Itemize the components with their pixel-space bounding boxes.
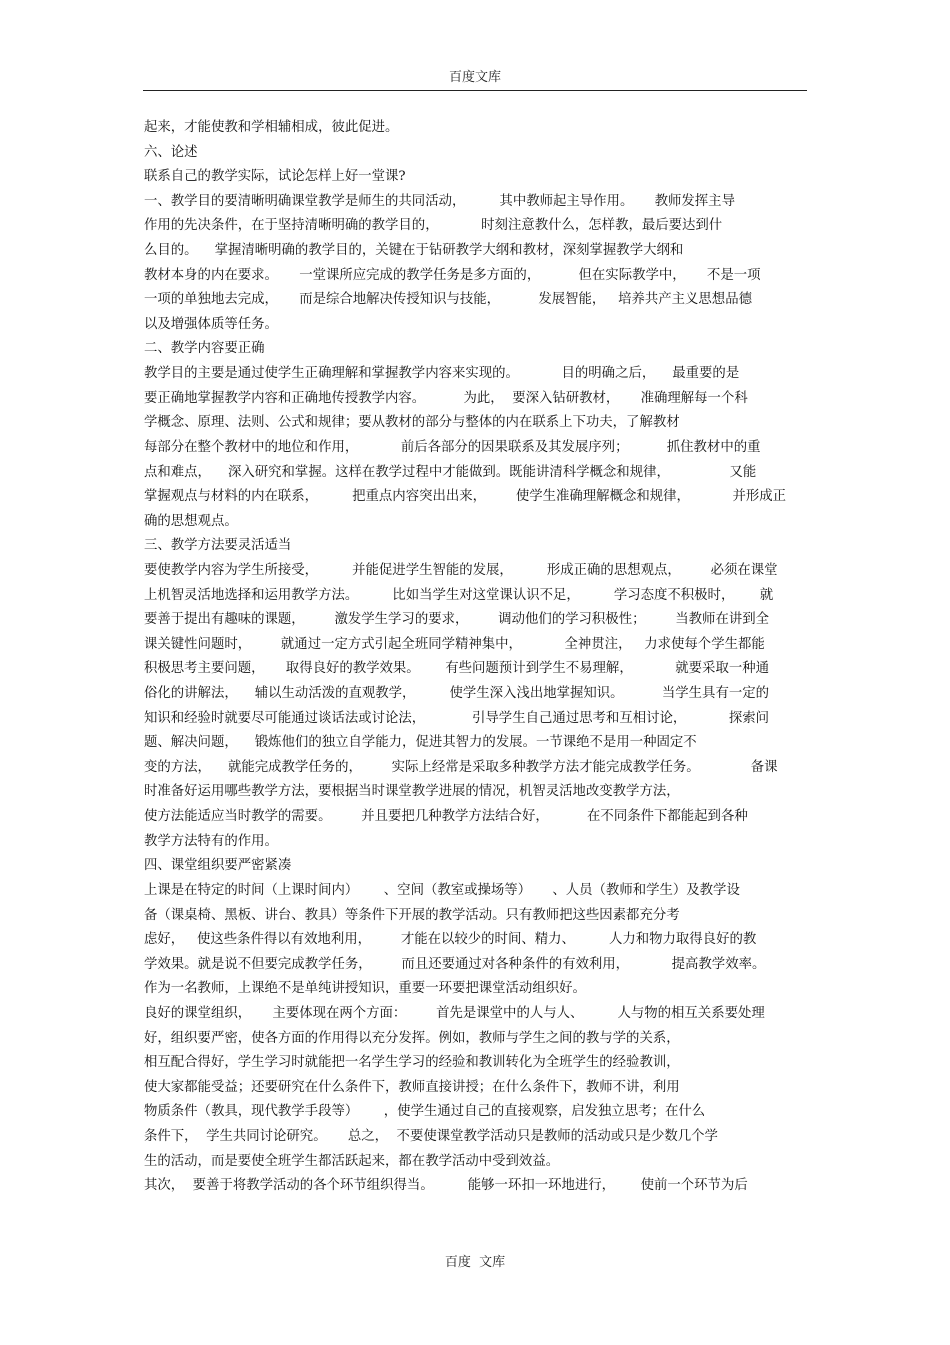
body-line: 确的思想观点。 [144,513,238,529]
body-line: 学效果。就是说不但要完成教学任务， 而且还要通过对各种条件的有效利用， 提高教学效率。 [144,956,766,972]
body-line: 起来，才能使教和学相辅相成，彼此促进。 [144,120,399,135]
body-line: 生的活动，而是要使全班学生都活跃起来，都在教学活动中受到效益。 [144,1153,560,1169]
body-line: 课关键性问题时， 就通过一定方式引起全班同学精神集中， 全神贯注， 力求使每个学生都能 [144,636,765,652]
document-body [144,116,808,1199]
body-line: 变的方法， 就能完成教学任务的， 实际上经常是采取多种教学方法才能完成教学任务。 备课 [144,759,778,775]
body-line: 使方法能适应当时教学的需要。 并且要把几种教学方法结合好， 在不同条件下都能起到各种 [144,809,748,825]
body-line: 条件下， 学生共同讨论研究。 总之， 不要使课堂教学活动只是教师的活动或只是少数几个学 [144,1128,718,1144]
body-line: 使大家都能受益；还要研究在什么条件下，教师直接讲授；在什么条件下，教师不讲，利用 [144,1079,680,1095]
body-line: 备（课桌椅、黑板、讲台、教具）等条件下开展的教学活动。只有教师把这些因素都充分考 [144,907,680,923]
body-line: 好，组织要严密，使各方面的作用得以充分发挥。例如，教师与学生之间的教与学的关系， [144,1030,680,1046]
body-line: 点和难点， 深入研究和掌握。这样在教学过程中才能做到。既能讲清科学概念和规律， 又能 [144,464,757,480]
body-line: 三、教学方法要灵活适当 [144,538,292,554]
body-line: 教学方法特有的作用。 [144,833,278,849]
body-line: 物质条件（教具，现代教学手段等） ，使学生通过自己的直接观察，启发独立思考；在什么 [144,1104,706,1120]
body-line: 良好的课堂组织， 主要体现在两个方面： 首先是课堂中的人与人、 人与物的相互关系要处理 [144,1005,765,1021]
body-line: 其次， 要善于将教学活动的各个环节组织得当。 能够一环扣一环地进行， 使前一个环节为后 [144,1178,748,1194]
body-line: 么目的。 掌握清晰明确的教学目的，关键在于钻研教学大纲和教材，深刻掌握教学大纲和 [144,243,684,259]
body-line: 时准备好运用哪些教学方法，要根据当时课堂教学进展的情况，机智灵活地改变教学方法， [144,784,680,800]
body-line: 上机智灵活地选择和运用教学方法。 比如当学生对这堂课认识不足， 学习态度不积极时， 就 [144,587,774,603]
body-line: 学概念、原理、法则、公式和规律；要从教材的部分与整体的内在联系上下功夫，了解教材 [144,415,680,431]
body-line: 要正确地掌握教学内容和正确地传授教学内容。 为此， 要深入钻研教材， 准确理解每一个科 [144,390,748,406]
body-line: 教学目的主要是通过使学生正确理解和掌握教学内容来实现的。 目的明确之后， 最重要的是 [144,366,740,382]
body-line: 积极思考主要问题， 取得良好的教学效果。 有些问题预计到学生不易理解， 就要采取一种通 [144,661,770,677]
body-line: 相互配合得好，学生学习时就能把一名学生学习的经验和教训转化为全班学生的经验教训， [144,1055,680,1071]
body-line: 教材本身的内在要求。 一堂课所应完成的教学任务是多方面的， 但在实际教学中， 不是一项 [144,267,761,283]
body-line: 要善于提出有趣味的课题， 激发学生学习的要求， 调动他们的学习积极性； 当教师在讲到全 [144,612,770,628]
header-divider [143,90,807,91]
body-line: 虑好， 使这些条件得以有效地利用， 才能在以较少的时间、精力、 人力和物力取得良好的教 [144,932,757,948]
page-footer-text: 百度 文库 [444,1255,506,1270]
body-line: 以及增强体质等任务。 [144,316,278,332]
body-line: 上课是在特定的时间（上课时间内） 、空间（教室或操场等） 、人员（教师和学生）及教学设 [144,882,740,898]
body-line: 要使教学内容为学生所接受， 并能促进学生智能的发展， 形成正确的思想观点， 必须在课堂 [144,562,778,578]
body-line: 题、解决问题， 锻炼他们的独立自学能力，促进其智力的发展。一节课绝不是用一种固定不 [144,735,697,751]
body-line: 一项的单独地去完成， 而是综合地解决传授知识与技能， 发展智能， 培养共产主义思想品德 [144,292,752,308]
body-line: 每部分在整个教材中的地位和作用， 前后各部分的因果联系及其发展序列； 抓住教材中的重 [144,439,761,455]
page-header-title: 百度文库 [448,70,501,85]
body-line: 作为一名教师，上课绝不是单纯讲授知识，重要一环要把课堂活动组织好。 [144,981,586,997]
body-line: 作用的先决条件，在于坚持清晰明确的教学目的， 时刻注意教什么，怎样教，最后要达到什 [144,218,723,234]
body-line: 四、课堂组织要严密紧凑 [144,858,292,874]
body-line: 一、教学目的要清晰明确课堂教学是师生的共同活动， 其中教师起主导作用。 教师发挥主导 [144,193,735,209]
body-line: 六、论述 [144,144,198,160]
body-line: 联系自己的教学实际，试论怎样上好一堂课? [144,169,406,185]
body-line: 俗化的讲解法， 辅以生动活泼的直观教学， 使学生深入浅出地掌握知识。 当学生具有一定的 [144,686,770,702]
body-line: 知识和经验时就要尽可能通过谈话法或讨论法， 引导学生自己通过思考和互相讨论， 探索问 [144,710,770,726]
body-line: 二、教学内容要正确 [144,341,265,357]
body-line: 掌握观点与材料的内在联系， 把重点内容突出出来， 使学生准确理解概念和规律， 并形成正 [144,489,787,505]
